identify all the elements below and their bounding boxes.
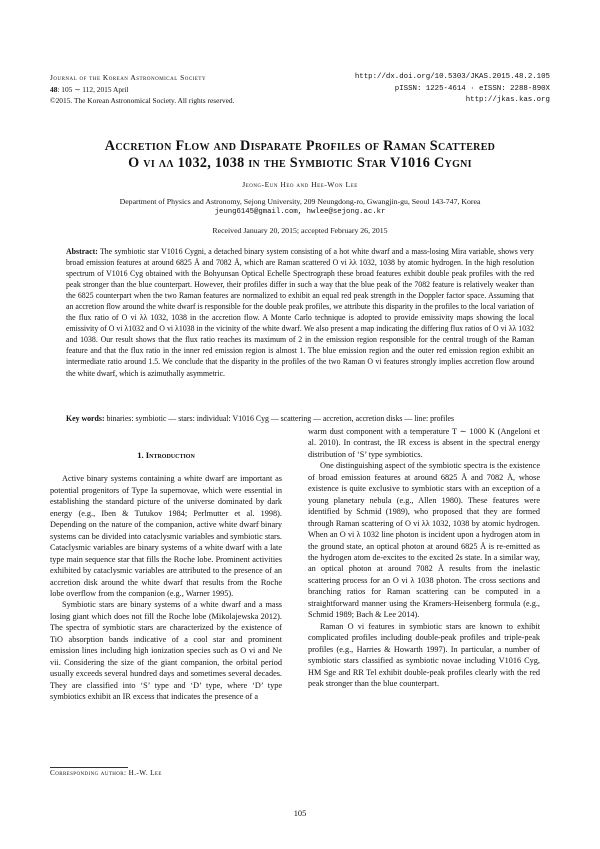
- doi-link[interactable]: http://dx.doi.org/10.5303/JKAS.2015.48.2.105: [354, 73, 550, 81]
- right-column: [308, 426, 540, 689]
- abstract: [66, 246, 534, 379]
- section-heading: 1. Introduction: [137, 450, 195, 460]
- volume-line: [50, 84, 234, 96]
- issn-line: pISSN: 1225-4614 · eISSN: 2288-890X: [394, 84, 550, 93]
- author-list: Jeong-Eun Heo and Hee-Won Lee: [242, 180, 358, 189]
- affiliation-block: [40, 196, 560, 218]
- volume-number: 48: [50, 84, 58, 94]
- abstract-label: Abstract:: [66, 247, 98, 256]
- copyright-line: ©2015. The Korean Astronomical Society. All rights reserved.: [50, 96, 235, 105]
- paper-title: [40, 138, 560, 172]
- footnote-rule: [50, 767, 128, 768]
- keywords-label: Key words:: [66, 414, 105, 423]
- journal-identifiers: [355, 72, 550, 107]
- paragraph: Active binary systems containing a white dwarf are important as potential progenitors of Type Ia supernovae, which were essential in establishing the standard picture of the universe dominated by dark energy (e.g., Iben & Tutukov 1984; Perlmutter et al. 1998). Depending on the nature of the companion, active white dwarf binary systems can be divided into cataclysmic variables and symbiotic stars. Cataclysmic variables are binary systems of a white dwarf with a late type main sequence star that fills the Roche lobe. Prominent activities exhibited by cataclysmic variables are attributed to the presence of an accretion disk around the white dwarf that results from the Roche lobe overflow from the companion (e.g., Warner 1995).: [50, 474, 282, 598]
- keywords-text: binaries: symbiotic — stars: individual: V1016 Cyg — scattering — accretion, accretion disks — line: profiles: [106, 414, 455, 423]
- page-number: 105: [293, 809, 307, 818]
- affiliation: Department of Physics and Astronomy, Sejong University, 209 Neungdong-ro, Gwangjin-gu, Seoul 143-747, Korea: [119, 197, 481, 206]
- keywords: [66, 413, 534, 424]
- paper-title-line2: O vi λλ 1032, 1038 in the Symbiotic Star V1016 Cygni: [128, 155, 472, 171]
- paragraph: Symbiotic stars are binary systems of a white dwarf and a mass losing giant which does not fill the Roche lobe (Mikolajewska 2012). The spectra of symbiotic stars are characterized by the existence of TiO absorption bands indicative of a cool star and prominent emission lines including high ionization species such as O vi and Ne vii. Considering the size of the giant companion, the orbital period usually exceeds several hundred days and sometimes several decades. They are classified into ‘S’ type and ‘D’ type, where ‘D’ type symbiotics exhibit an IR excess that indicates the presence of a: [50, 600, 282, 702]
- journal-header: [50, 72, 234, 107]
- journal-url[interactable]: http://jkas.kas.org: [465, 96, 550, 104]
- abstract-text: The symbiotic star V1016 Cygni, a detached binary system consisting of a hot white dwarf and a mass-losing Mira variable, shows very broad emission features at around 6825 Å and 7082 Å, which are Raman scattered O vi λλ 1032, 1038 by atomic hydrogen. In the high resolution spectrum of V1016 Cyg obtained with the Bohyunsan Optical Echelle Spectrograph these broad features exhibit double peak profiles with the red peak stronger than the blue counterpart. However, their profiles differ in such a way that the blue peak of the 7082 feature is relatively weaker than the 6825 counterpart when the two Raman features are normalized to exhibit an equal red peak strength in the Doppler factor space. Assuming that an accretion flow around the white dwarf is responsible for the double peak profiles, we attribute this disparity in the profiles to the local variation of the flux ratio of O vi λλ 1032, 1038 in the accretion flow. A Monte Carlo technique is adopted to provide emissivity maps showing the local emissivity of O vi λ1032 and O vi λ1038 in the vicinity of the white dwarf. We also present a map indicating the differing flux ratios of O vi λλ 1032 and 1038. Our result shows that the flux ratio reaches its maximum of 2 in the emission region responsible for the central trough of the Raman feature and that the flux ratio in the inner red emission region is almost 1. The blue emission region and the outer red emission region exhibit an intermediate ratio around 1.5. We conclude that the disparity in the profiles of the two Raman O vi features strongly implies accretion flow around the white dwarf, which is azimuthally asymmetric.: [66, 247, 534, 378]
- left-column: [50, 450, 282, 703]
- paragraph: One distinguishing aspect of the symbiotic spectra is the existence of broad emission features at around 6825 Å and 7082 Å, whose existence is quite exclusive to symbiotic stars with an exception of a young planetary nebula (e.g., Allen 1980). These features were identified by Schmid (1989), who proposed that they are formed through Raman scattering of O vi λλ 1032, 1038 by atomic hydrogen. When an O vi λ 1032 line photon is incident upon a hydrogen atom in the ground state, an optical photon at around 6825 Å is re-emitted as the hydrogen atom de-excites to the excited 2s state. In a similar way, an optical photon at around 7082 Å results from the inelastic scattering process for an O vi λ 1038 photon. The cross sections and branching ratios for Raman scattering can be computed in a straightforward manner using the Kramers-Heisenberg formula (e.g., Schmid 1989; Bach & Lee 2014).: [308, 461, 540, 620]
- journal-name: Journal of the Korean Astronomical Society: [50, 73, 207, 82]
- paper-title-line1: Accretion Flow and Disparate Profiles of Raman Scattered: [104, 138, 496, 154]
- volume-pages: : 105 ∼ 112, 2015 April: [57, 84, 129, 94]
- paragraph: Raman O vi features in symbiotic stars are known to exhibit complicated profiles including double-peak profiles and triple-peak profiles (e.g., Harries & Howarth 1997). In particular, a number of symbiotic stars classified as symbiotic novae including V1016 Cyg, HM Sge and RR Tel exhibit double-peak profiles clearly with the red peak stronger than the blue counterpart.: [308, 621, 540, 688]
- corresponding-author: Corresponding author: H.-W. Lee: [50, 769, 162, 777]
- received-dates: Received January 20, 2015; accepted February 26, 2015: [212, 226, 388, 235]
- author-emails: jeung6145@gmail.com, hwlee@sejong.ac.kr: [214, 208, 386, 216]
- paragraph: warm dust component with a temperature T ∼ 1000 K (Angeloni et al. 2010). In contrast, the IR excess is absent in the spectral energy distribution of ‘S’ type symbiotics.: [308, 427, 540, 459]
